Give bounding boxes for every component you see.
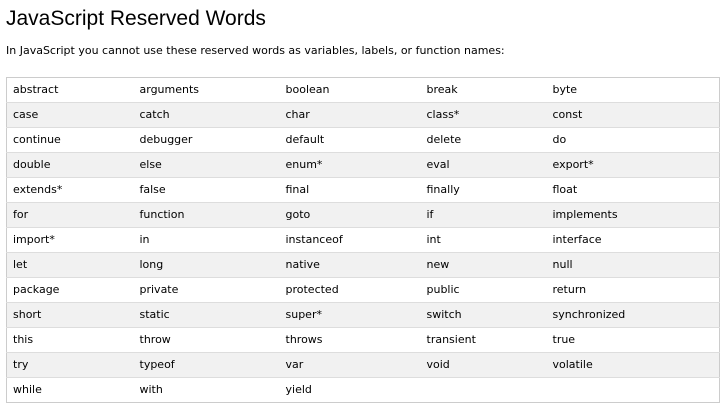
- reserved-word-cell: let: [7, 253, 134, 278]
- table-row: [7, 178, 720, 203]
- reserved-word-cell: [547, 378, 720, 403]
- reserved-word-cell: private: [134, 278, 280, 303]
- reserved-word-cell: static: [134, 303, 280, 328]
- reserved-word-cell: true: [547, 328, 720, 353]
- reserved-word-cell: false: [134, 178, 280, 203]
- table-row: [7, 353, 720, 378]
- page-title: JavaScript Reserved Words: [6, 7, 266, 30]
- reserved-word-cell: default: [280, 128, 421, 153]
- reserved-word-cell: new: [421, 253, 547, 278]
- reserved-word-cell: delete: [421, 128, 547, 153]
- intro-text: In JavaScript you cannot use these reserved words as variables, labels, or function names:: [6, 44, 505, 57]
- reserved-word-cell: return: [547, 278, 720, 303]
- table-row: [7, 253, 720, 278]
- reserved-word-cell: catch: [134, 103, 280, 128]
- reserved-word-cell: void: [421, 353, 547, 378]
- reserved-word-cell: enum*: [280, 153, 421, 178]
- reserved-word-cell: import*: [7, 228, 134, 253]
- table-row: [7, 78, 720, 103]
- reserved-word-cell: long: [134, 253, 280, 278]
- reserved-word-cell: throw: [134, 328, 280, 353]
- reserved-word-cell: try: [7, 353, 134, 378]
- reserved-word-cell: do: [547, 128, 720, 153]
- reserved-word-cell: package: [7, 278, 134, 303]
- reserved-word-cell: null: [547, 253, 720, 278]
- reserved-word-cell: var: [280, 353, 421, 378]
- table-row: [7, 328, 720, 353]
- reserved-word-cell: extends*: [7, 178, 134, 203]
- reserved-word-cell: export*: [547, 153, 720, 178]
- reserved-word-cell: transient: [421, 328, 547, 353]
- reserved-word-cell: this: [7, 328, 134, 353]
- table-row: [7, 103, 720, 128]
- reserved-word-cell: instanceof: [280, 228, 421, 253]
- reserved-word-cell: super*: [280, 303, 421, 328]
- reserved-word-cell: float: [547, 178, 720, 203]
- table-row: [7, 278, 720, 303]
- reserved-word-cell: case: [7, 103, 134, 128]
- reserved-word-cell: int: [421, 228, 547, 253]
- reserved-word-cell: protected: [280, 278, 421, 303]
- reserved-word-cell: for: [7, 203, 134, 228]
- reserved-word-cell: goto: [280, 203, 421, 228]
- reserved-word-cell: arguments: [134, 78, 280, 103]
- reserved-word-cell: final: [280, 178, 421, 203]
- reserved-word-cell: native: [280, 253, 421, 278]
- table-row: [7, 203, 720, 228]
- reserved-word-cell: break: [421, 78, 547, 103]
- reserved-word-cell: function: [134, 203, 280, 228]
- table-row: [7, 378, 720, 403]
- reserved-word-cell: if: [421, 203, 547, 228]
- reserved-word-cell: while: [13, 383, 42, 396]
- reserved-word-cell: abstract: [7, 78, 134, 103]
- reserved-word-cell: double: [7, 153, 134, 178]
- reserved-word-cell: short: [7, 303, 134, 328]
- reserved-word-cell: interface: [547, 228, 720, 253]
- reserved-word-cell: typeof: [134, 353, 280, 378]
- reserved-word-cell: debugger: [134, 128, 280, 153]
- reserved-word-cell: yield: [285, 383, 312, 396]
- reserved-word-cell: switch: [421, 303, 547, 328]
- reserved-word-cell: continue: [7, 128, 134, 153]
- table-row: [7, 153, 720, 178]
- reserved-word-cell: byte: [547, 78, 720, 103]
- reserved-word-cell: implements: [547, 203, 720, 228]
- reserved-word-cell: volatile: [547, 353, 720, 378]
- table-row: [7, 128, 720, 153]
- reserved-word-cell: [421, 378, 547, 403]
- reserved-word-cell: with: [139, 383, 163, 396]
- reserved-word-cell: else: [134, 153, 280, 178]
- reserved-word-cell: in: [134, 228, 280, 253]
- table-row: [7, 303, 720, 328]
- reserved-word-cell: synchronized: [547, 303, 720, 328]
- reserved-words-table-body: [7, 78, 720, 403]
- reserved-word-cell: throws: [280, 328, 421, 353]
- table-row: [7, 228, 720, 253]
- reserved-word-cell: eval: [421, 153, 547, 178]
- reserved-word-cell: boolean: [280, 78, 421, 103]
- reserved-word-cell: public: [421, 278, 547, 303]
- reserved-word-cell: class*: [421, 103, 547, 128]
- reserved-word-cell: char: [280, 103, 421, 128]
- reserved-word-cell: finally: [421, 178, 547, 203]
- reserved-words-table: [6, 77, 720, 403]
- reserved-word-cell: const: [547, 103, 720, 128]
